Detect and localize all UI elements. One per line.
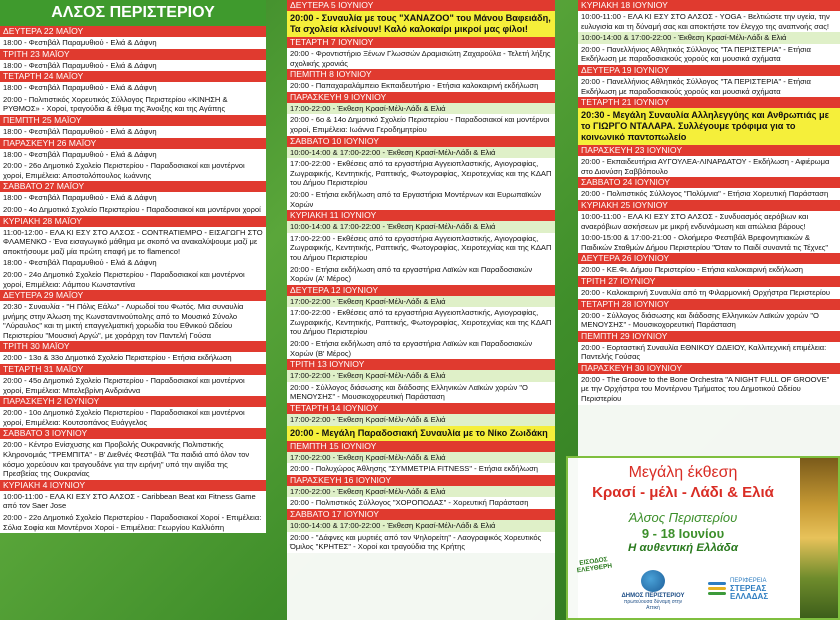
day-header: ΠΑΡΑΣΚΕΥΗ 23 ΙΟΥΝΙΟΥ (578, 145, 840, 156)
highlight-event: 20:00 - Μεγάλη Παραδοσιακή Συναυλία με το Νίκο Ζωιδάκη (287, 426, 555, 441)
expo-hours-item: 10:00-14:00 & 17:00-22:00 - Έκθεση Κρασί-Μέλι-Λάδι & Ελιά (287, 520, 555, 532)
day-header: ΤΡΙΤΗ 30 ΜΑΪΟΥ (0, 341, 266, 352)
event-item: 11:00-12:00 - ΕΛΑ ΚΙ ΕΣΥ ΣΤΟ ΑΛΣΟΣ - CONTRATIEMPO - ΕΙΣΑΓΩΓΗ ΣΤΟ ΦΛΑΜΕΝΚΟ - Ένα εισαγωγικό μάθημα με σκοπό να ανακαλύψουμε μαζί με αποκτήσουμε μαζί μία πρώτη επαφή με το flamenco! (0, 227, 266, 258)
expo-subtitle: Κρασί - μέλι - Λάδι & Ελιά (592, 484, 774, 501)
day-header: ΔΕΥΤΕΡΑ 26 ΙΟΥΝΙΟΥ (578, 253, 840, 264)
event-item: 20:00 - ΚΕ.Φι. Δήμου Περιστερίου - Ετήσια καλοκαιρινή εκδήλωση (578, 264, 840, 276)
day-header: ΣΑΒΒΑΤΟ 3 ΙΟΥΝΙΟΥ (0, 428, 266, 439)
event-item: 20:00 - 22ο Δημοτικό Σχολείο Περιστερίου - Παραδοσιακοί Χοροί - Επιμέλεια: Σόλια Σοφία και Μοντέρνοι Χοροί - Επιμέλεια: Γεωργίου Καλλιόπη (0, 512, 266, 533)
event-item: 20:00 - Πολιτιστικός Σύλλογος "Πολύμνια" - Ετήσια Χορευτική Παράσταση (578, 188, 840, 200)
day-header: ΔΕΥΤΕΡΑ 22 ΜΑΪΟΥ (0, 26, 266, 37)
event-item: 20:00 - Καλοκαιρινή Συναυλία από τη Φιλαρμονική Ορχήστρα Περιστερίου (578, 287, 840, 299)
day-header: ΤΕΤΑΡΤΗ 31 ΜΑΪΟΥ (0, 364, 266, 375)
expo-slogan: Η αυθεντική Ελλάδα (628, 542, 738, 554)
event-item: 20:30 - Συναυλία - "Η Πόλις Εάλω" - Λυρωδοί του Φωτός. Μια συναυλία μνήμης στην Άλωση της Κωνσταντινούπολης από το Μουσικό Σύνολο "Λύραυλος" και τη μικτή επαγγελματική χορωδία του Εθνικού Ωδείου Περιστερίου "Μουσική Αργώ", με χοράρχη τον Παντελή Γούσα (0, 301, 266, 341)
highlight-event: 20:00 - Συναυλία με τους "ΧΑΝΑΖΟΟ" του Μάνου Βαφειάδη, Τα σχολεία κλείνουν! Καλό καλοκαίρι μικροί μας φίλοι! (287, 11, 555, 37)
event-item: 20:00 - 10ο Δημοτικό Σχολείο Περιστερίου - Παραδοσιακοί και μοντέρνοι χοροί, Επιμέλεια: Κουτσοπάνος Ευάγγελος (0, 407, 266, 428)
expo-hours-item: 17:00-22:00 - Έκθεση Κρασί-Μέλι-Λάδι & Ελιά (287, 103, 555, 115)
day-header: ΠΑΡΑΣΚΕΥΗ 9 ΙΟΥΝΙΟΥ (287, 92, 555, 103)
event-item: 17:00-22:00 - Εκθέσεις από τα εργαστήρια Αγγειοπλαστικής, Αγιογραφίας, Ζωγραφικής, Κεντητικής, Ραπτικής, Φωτογραφίας, Χειροτεχνίας και της ΚΔΑΠ του Δήμου Περιστερίου (287, 307, 555, 338)
day-header: ΤΡΙΤΗ 23 ΜΑΪΟΥ (0, 49, 266, 60)
day-header: ΚΥΡΙΑΚΗ 28 ΜΑΪΟΥ (0, 216, 266, 227)
day-header: ΚΥΡΙΑΚΗ 4 ΙΟΥΝΙΟΥ (0, 480, 266, 491)
event-item: 20:00 - Πανελλήνιος Αθλητικός Σύλλογος "ΤΑ ΠΕΡΙΣΤΕΡΙΑ" - Ετήσια Εκδήλωση με παραδοσιακούς χορούς και μουσικά σχήματα (578, 76, 840, 97)
event-item: 18:00 - Φεστιβάλ Παραμυθιού - Ελιά & Δάφνη (0, 37, 266, 49)
expo-hours-item: 10:00-14:00 & 17:00-22:00 - Έκθεση Κρασί-Μέλι-Λάδι & Ελιά (578, 32, 840, 44)
day-header: ΤΕΤΑΡΤΗ 7 ΙΟΥΝΙΟΥ (287, 37, 555, 48)
expo-hours-item: 10:00-14:00 & 17:00-22:00 - Έκθεση Κρασί-Μέλι-Λάδι & Ελιά (287, 147, 555, 159)
day-header: ΔΕΥΤΕΡΑ 19 ΙΟΥΝΙΟΥ (578, 65, 840, 76)
event-item: 10:00-11:00 - ΕΛΑ ΚΙ ΕΣΥ ΣΤΟ ΑΛΣΟΣ - Συνδυασμός αερόβιων και αναερόβιων ασκήσεων με μικρή ενδυνάμωση και απώλεια βάρους! (578, 211, 840, 232)
highlight-event: 20:30 - Μεγάλη Συναυλία Αλληλεγγύης και Ανθρωπιάς με το ΓΙΩΡΓΟ ΝΤΑΛΑΡΑ. Συλλέγουμε τρόφιμα για το κοινωνικό παντοπωλείο (578, 108, 840, 145)
region-label: ΠΕΡΙΦΕΡΕΙΑ (730, 578, 767, 584)
event-item: 20:00 - The Groove to the Bone Orchestra "A NIGHT FULL OF GROOVE" με την Ορχήστρα του Μοντέρνου Τμήματος του Δημοτικού Ωδείου Περιστερίου (578, 374, 840, 405)
expo-hours-item: 17:00-22:00 - Έκθεση Κρασί-Μέλι-Λάδι & Ελιά (287, 452, 555, 464)
day-header: ΤΕΤΑΡΤΗ 28 ΙΟΥΝΙΟΥ (578, 299, 840, 310)
event-item: 20:00 - Πολιτιστικός Χορευτικός Σύλλογος Περιστερίου «ΚΙΝΗΣΗ & ΡΥΘΜΟΣ» - Χοροί, τραγούδια & έθιμα της Άνοιξης και της Αγάπης (0, 94, 266, 115)
day-header: ΣΑΒΒΑΤΟ 10 ΙΟΥΝΙΟΥ (287, 136, 555, 147)
event-item: 20:00 - Εκπαιδευτήρια ΑΥΓΟΥΛΕΑ-ΛΙΝΑΡΔΑΤΟΥ - Εκδήλωση - Αφιέρωμα στο Διονύση Σαββόπουλο (578, 156, 840, 177)
day-header: ΤΕΤΑΡΤΗ 21 ΙΟΥΝΙΟΥ (578, 97, 840, 108)
event-item: 20:00 - Κέντρο Ενίσχυσης και Προβολής Ουκρανικής Πολιτιστικής Κληρονομιάς "ΤΡΕΜΠΙΤΑ" - Β' Διεθνές Φεστιβάλ "Τα παιδιά από όλον τον κόσμο χορεύουν και τραγουδάνε για την ειρήνη" υπό την αιγίδα της Πρεσβείας της Ουκρανίας (0, 439, 266, 479)
event-item: 20:00 - "Δάφνες και μυρτιές από τον Ψηλορείτη" - Λαογραφικός Χορευτικός Όμιλος "ΚΡΗΤΕΣ" - Χοροί και τραγούδια της Κρήτης (287, 532, 555, 553)
event-item: 18:00 - Φεστιβάλ Παραμυθιού - Ελιά & Δάφνη (0, 82, 266, 94)
event-item: 20:00 - Πολυχώρος Άθλησης "ΣΥΜΜΕΤΡΙΑ FITNESS" - Ετήσια εκδήλωση (287, 463, 555, 475)
expo-hours-item: 17:00-22:00 - Έκθεση Κρασί-Μέλι-Λάδι & Ελιά (287, 414, 555, 426)
event-item: 20:00 - Σύλλογος διάσωσης και διάδοσης Ελληνικών Λαϊκών χορών "Ο ΜΕΝΟΥΣΗΣ" - Μουσικοχορευτική Παράσταση (287, 382, 555, 403)
day-header: ΠΕΜΠΤΗ 8 ΙΟΥΝΙΟΥ (287, 69, 555, 80)
region-sigma-icon (708, 580, 726, 600)
wine-honey-oil-expo-panel (566, 456, 840, 620)
event-item: 18:00 - Φεστιβάλ Παραμυθιού - Ελιά & Δάφνη (0, 192, 266, 204)
event-item: 20:00 - 6ο & 14ο Δημοτικό Σχολείο Περιστερίου - Παραδοσιακοί και μοντέρνοι χοροί, Επιμέλεια: Ιωάννα Γεροδημητρίου (287, 114, 555, 135)
day-header: ΣΑΒΒΑΤΟ 27 ΜΑΪΟΥ (0, 181, 266, 192)
day-header: ΚΥΡΙΑΚΗ 25 ΙΟΥΝΙΟΥ (578, 200, 840, 211)
expo-title: Μεγάλη έκθεση (628, 464, 738, 481)
event-item: 20:00 - Φροντιστήριο Ξένων Γλωσσών Δραμισιώτη Ζαχαρούλα - Τελετή λήξης σχολικής χρονιάς (287, 48, 555, 69)
day-header: ΤΕΤΑΡΤΗ 14 ΙΟΥΝΙΟΥ (287, 403, 555, 414)
event-item: 20:00 - 26ο Δημοτικό Σχολείο Περιστερίου - Παραδοσιακοί και μοντέρνοι χοροί, Επιμέλεια: Αποστολόπουλος Ιωάννης (0, 160, 266, 181)
expo-hours-item: 17:00-22:00 - Έκθεση Κρασί-Μέλι-Λάδι & Ελιά (287, 296, 555, 308)
event-item: 18:00 - Φεστιβάλ Παραμυθιού - Ελιά & Δάφνη (0, 126, 266, 138)
free-entry-badge: ΕΙΣΟΔΟΣ ΕΛΕΥΘΕΡΗ (576, 556, 613, 575)
expo-hours-item: 10:00-14:00 & 17:00-22:00 - Έκθεση Κρασί-Μέλι-Λάδι & Ελιά (287, 221, 555, 233)
day-header: ΠΕΜΠΤΗ 29 ΙΟΥΝΙΟΥ (578, 331, 840, 342)
day-header: ΔΕΥΤΕΡΑ 29 ΜΑΪΟΥ (0, 290, 266, 301)
event-item: 20:00 - Ετήσια εκδήλωση από τα Εργαστήρια Μοντέρνων και Ευρωπαϊκών Χορών (287, 189, 555, 210)
day-header: ΔΕΥΤΕΡΑ 5 ΙΟΥΝΙΟΥ (287, 0, 555, 11)
event-item: 20:00 - Παπαχαραλάμπειο Εκπαιδευτήριο - Ετήσια καλοκαιρινή εκδήλωση (287, 80, 555, 92)
day-header: ΤΕΤΑΡΤΗ 24 ΜΑΪΟΥ (0, 71, 266, 82)
event-item: 20:00 - 24ο Δημοτικό Σχολείο Περιστερίου - Παραδοσιακοί και μοντέρνοι χοροί, Επιμέλεια: Λάμπου Κωνσταντίνα (0, 269, 266, 290)
day-header: ΤΡΙΤΗ 27 ΙΟΥΝΙΟΥ (578, 276, 840, 287)
day-header: ΤΡΙΤΗ 13 ΙΟΥΝΙΟΥ (287, 359, 555, 370)
event-item: 10:00-15:00 & 17:00-21:00 - Ολοήμερο Φεστιβάλ Βρεφονηπιακών & Παιδικών Σταθμών Δήμου Περιστερίου "Όταν το Παιδί συναντά τις Τέχνες" (578, 232, 840, 253)
venue-title: ΑΛΣΟΣ ΠΕΡΙΣΤΕΡΙΟΥ (0, 0, 266, 26)
municipality-tagline: πρωτεύουσα δύναμη στην Αττική (623, 599, 683, 611)
region-name: ΣΤΕΡΕΑΣ ΕΛΛΑΔΑΣ (730, 584, 769, 601)
event-item: 20:00 - 13ο & 33ο Δημοτικό Σχολείο Περιστερίου - Ετήσια εκδήλωση (0, 352, 266, 364)
event-item: 20:00 - Ετήσια εκδήλωση από τα εργαστήρια Λαϊκών και Παραδοσιακών Χορών (Β' Μέρος) (287, 338, 555, 359)
event-item: 20:00 - 4ο Δημοτικό Σχολείο Περιστερίου - Παραδοσιακοί και μοντέρνοι χοροί (0, 204, 266, 216)
event-item: 20:00 - Ετήσια εκδήλωση από τα εργαστήρια Λαϊκών και Παραδοσιακών Χορών (Α' Μέρος) (287, 264, 555, 285)
schedule-column-2 (287, 0, 555, 620)
day-header: ΚΥΡΙΑΚΗ 18 ΙΟΥΝΙΟΥ (578, 0, 840, 11)
expo-hours-item: 17:00-22:00 - Έκθεση Κρασί-Μέλι-Λάδι & Ελιά (287, 486, 555, 498)
expo-hours-item: 17:00-22:00 - Έκθεση Κρασί-Μέλι-Λάδι & Ελιά (287, 370, 555, 382)
dove-icon (641, 570, 665, 592)
event-item: 20:00 - 45ο Δημοτικό Σχολείο Περιστερίου - Παραδοσιακοί και μοντέρνοι χοροί, Επιμέλεια: Μπελεβρίνη Ανδριάννα (0, 375, 266, 396)
municipality-logo (618, 570, 688, 611)
wine-olive-photo (800, 458, 838, 618)
event-item: 17:00-22:00 - Εκθέσεις από τα εργαστήρια Αγγειοπλαστικής, Αγιογραφίας, Ζωγραφικής, Κεντητικής, Ραπτικής, Φωτογραφίας, Χειροτεχνίας και της ΚΔΑΠ του Δήμου Περιστερίου (287, 233, 555, 264)
expo-place: Άλσος Περιστερίου (628, 510, 738, 525)
day-header: ΠΕΜΠΤΗ 15 ΙΟΥΝΙΟΥ (287, 441, 555, 452)
day-header: ΠΑΡΑΣΚΕΥΗ 30 ΙΟΥΝΙΟΥ (578, 363, 840, 374)
event-item: 18:00 - Φεστιβάλ Παραμυθιού - Ελιά & Δάφνη (0, 257, 266, 269)
event-item: 18:00 - Φεστιβάλ Παραμυθιού - Ελιά & Δάφνη (0, 149, 266, 161)
day-header: ΣΑΒΒΑΤΟ 24 ΙΟΥΝΙΟΥ (578, 177, 840, 188)
event-item: 10:00-11:00 - ΕΛΑ ΚΙ ΕΣΥ ΣΤΟ ΑΛΣΟΣ - YOGA - Βελτιώστε την υγεία, την ευλυγισία και τη δύναμή σας και αποκτήστε τον έλεγχο της αναπνοής σας! (578, 11, 840, 32)
event-item: 20:00 - Σύλλογος διάσωσης και διάδοσης Ελληνικών Λαϊκών χορών "Ο ΜΕΝΟΥΣΗΣ" - Μουσικοχορευτική Παράσταση (578, 310, 840, 331)
event-item: 20:00 - Πολιτιστικός Σύλλογος "ΧΟΡΟΠΟΔΑΣ" - Χορευτική Παράσταση (287, 497, 555, 509)
day-header: ΠΕΜΠΤΗ 25 ΜΑΪΟΥ (0, 115, 266, 126)
day-header: ΠΑΡΑΣΚΕΥΗ 2 ΙΟΥΝΙΟΥ (0, 396, 266, 407)
event-item: 20:00 - Εορταστική Συναυλία ΕΘΝΙΚΟΥ ΩΔΕΙΟΥ, Καλλιτεχνική επιμέλεια: Παντελής Γούσας (578, 342, 840, 363)
municipality-name: ΔΗΜΟΣ ΠΕΡΙΣΤΕΡΙΟΥ (621, 593, 685, 599)
event-item: 20:00 - Πανελλήνιος Αθλητικός Σύλλογος "ΤΑ ΠΕΡΙΣΤΕΡΙΑ" - Ετήσια Εκδήλωση με παραδοσιακούς χορούς και μουσικά σχήματα (578, 44, 840, 65)
day-header: ΔΕΥΤΕΡΑ 12 ΙΟΥΝΙΟΥ (287, 285, 555, 296)
day-header: ΣΑΒΒΑΤΟ 17 ΙΟΥΝΙΟΥ (287, 509, 555, 520)
schedule-column-1 (0, 0, 266, 620)
event-item: 17:00-22:00 - Εκθέσεις από τα εργαστήρια Αγγειοπλαστικής, Αγιογραφίας, Ζωγραφικής, Κεντητικής, Ραπτικής, Φωτογραφίας, Χειροτεχνίας και της ΚΔΑΠ του Δήμου Περιστερίου (287, 158, 555, 189)
expo-dates: 9 - 18 Ιουνίου (641, 526, 725, 541)
event-item: 10:00-11:00 - ΕΛΑ ΚΙ ΕΣΥ ΣΤΟ ΑΛΣΟΣ - Caribbean Beat και Fitness Game από τον Saer Jose (0, 491, 266, 512)
day-header: ΠΑΡΑΣΚΕΥΗ 16 ΙΟΥΝΙΟΥ (287, 475, 555, 486)
event-item: 18:00 - Φεστιβάλ Παραμυθιού - Ελιά & Δάφνη (0, 60, 266, 72)
day-header: ΠΑΡΑΣΚΕΥΗ 26 ΜΑΪΟΥ (0, 138, 266, 149)
day-header: ΚΥΡΙΑΚΗ 11 ΙΟΥΝΙΟΥ (287, 210, 555, 221)
